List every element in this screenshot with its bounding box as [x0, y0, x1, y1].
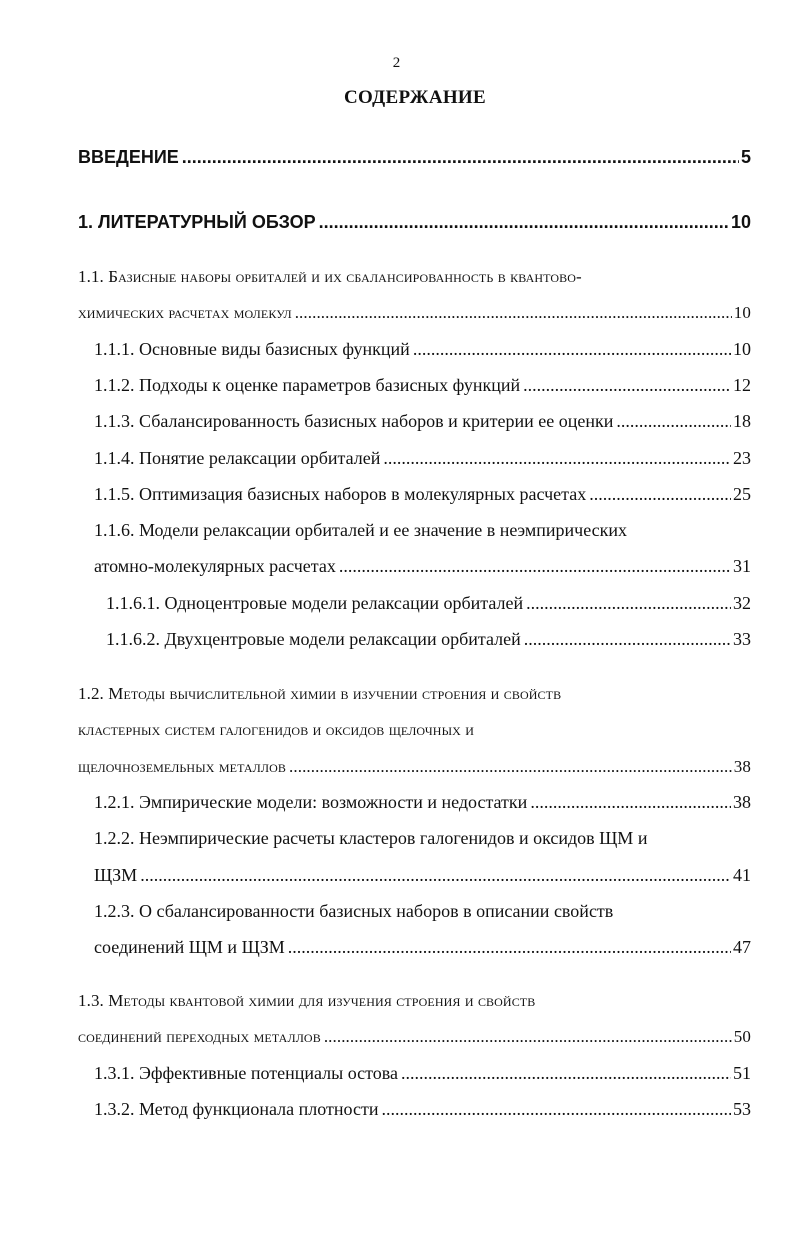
toc-entry-page: 10 — [730, 212, 751, 232]
toc-entry-page: 47 — [733, 937, 751, 957]
toc-entry-1-2-line-1[interactable]: 1.2. Методы вычислительной химии в изучении строения и свойств — [78, 684, 562, 703]
toc-entry-label: соединений ЩМ и ЩЗМ — [94, 937, 285, 957]
leader-dots — [339, 556, 731, 577]
leader-dots — [182, 147, 739, 168]
toc-entry-1-1-line-1[interactable]: 1.1. Базисные наборы орбиталей и их сбалансированность в квантово- — [78, 267, 582, 286]
leader-dots — [413, 339, 731, 360]
leader-dots — [295, 303, 732, 323]
toc-entry-1-1-4[interactable] — [94, 448, 751, 469]
toc-entry-page: 31 — [733, 556, 751, 576]
toc-entry-1-1-6[interactable] — [94, 556, 751, 577]
toc-entry-page: 38 — [733, 792, 751, 812]
toc-entry-label: 1.1.2. Подходы к оценке параметров базисных функций — [94, 375, 521, 395]
toc-entry-label: 1.3.1. Эффективные потенциалы остова — [94, 1063, 399, 1083]
toc-entry-1-3-2[interactable] — [94, 1099, 751, 1120]
leader-dots — [383, 448, 731, 469]
toc-entry-label: ЩЗМ — [94, 865, 138, 885]
toc-entry-label: 1. ЛИТЕРАТУРНЫЙ ОБЗОР — [78, 212, 316, 232]
page-number: 2 — [392, 55, 401, 71]
toc-entry-1-3[interactable] — [78, 1027, 751, 1047]
leader-dots — [140, 865, 731, 886]
toc-entry-1-1-6-line-1[interactable]: 1.1.6. Модели релаксации орбиталей и ее значение в неэмпирических — [94, 520, 628, 540]
toc-entry-chapter-1[interactable] — [78, 212, 751, 233]
toc-entry-1-1-1[interactable] — [94, 339, 751, 360]
toc-entry-label: 1.1.5. Оптимизация базисных наборов в молекулярных расчетах — [94, 484, 587, 504]
toc-entry-intro[interactable] — [78, 147, 751, 168]
toc-entry-1-3-1[interactable] — [94, 1063, 751, 1084]
toc-entry-page: 50 — [733, 1027, 751, 1046]
toc-entry-label: 1.1.6.2. Двухцентровые модели релаксации орбиталей — [106, 629, 521, 649]
toc-entry-label: щелочноземельных металлов — [78, 757, 287, 776]
leader-dots — [530, 792, 731, 813]
toc-entry-page: 5 — [740, 147, 751, 167]
leader-dots — [589, 484, 731, 505]
toc-entry-label: атомно-молекулярных расчетах — [94, 556, 336, 576]
toc-entry-1-1-6-1[interactable] — [106, 593, 751, 614]
leader-dots — [289, 757, 732, 777]
page-title: СОДЕРЖАНИЕ — [344, 87, 486, 108]
leader-dots — [324, 1027, 732, 1047]
toc-entry-page: 12 — [733, 375, 751, 395]
toc-entry-1-1-2[interactable] — [94, 375, 751, 396]
toc-entry-1-1-3[interactable] — [94, 411, 751, 432]
toc-entry-page: 32 — [733, 593, 751, 613]
leader-dots — [616, 411, 731, 432]
toc-entry-1-2-1[interactable] — [94, 792, 751, 813]
leader-dots — [523, 375, 731, 396]
toc-entry-1-2-3-line-1[interactable]: 1.2.3. О сбалансированности базисных наборов в описании свойств — [94, 901, 614, 921]
toc-entry-label: 1.1.1. Основные виды базисных функций — [94, 339, 410, 359]
toc-entry-page: 53 — [733, 1099, 751, 1119]
toc-entry-1-1-5[interactable] — [94, 484, 751, 505]
leader-dots — [319, 212, 729, 233]
leader-dots — [526, 593, 731, 614]
toc-entry-1-2[interactable] — [78, 757, 751, 777]
toc-entry-label: 1.3.2. Метод функционала плотности — [94, 1099, 379, 1119]
toc-entry-page: 23 — [733, 448, 751, 468]
leader-dots — [381, 1099, 731, 1120]
toc-entry-1-2-2-line-1[interactable]: 1.2.2. Неэмпирические расчеты кластеров галогенидов и оксидов ЩМ и — [94, 828, 648, 848]
toc-entry-page: 38 — [733, 757, 751, 776]
toc-entry-label: 1.2.1. Эмпирические модели: возможности и недостатки — [94, 792, 528, 812]
toc-entry-1-3-line-1[interactable]: 1.3. Методы квантовой химии для изучения строения и свойств — [78, 991, 536, 1010]
toc-entry-1-2-line-2[interactable]: кластерных систем галогенидов и оксидов щелочных и — [78, 720, 475, 739]
toc-entry-1-2-3[interactable] — [94, 937, 751, 958]
toc-entry-1-1-6-2[interactable] — [106, 629, 751, 650]
toc-entry-label: 1.1.3. Сбалансированность базисных наборов и критерии ее оценки — [94, 411, 614, 431]
leader-dots — [524, 629, 731, 650]
toc-entry-page: 41 — [733, 865, 751, 885]
toc-entry-label: химических расчетах молекул — [78, 303, 292, 322]
toc-entry-page: 25 — [733, 484, 751, 504]
toc-entry-page: 51 — [733, 1063, 751, 1083]
toc-entry-label: ВВЕДЕНИЕ — [78, 147, 179, 167]
toc-entry-page: 10 — [733, 339, 751, 359]
toc-entry-label: 1.1.4. Понятие релаксации орбиталей — [94, 448, 381, 468]
toc-entry-page: 33 — [733, 629, 751, 649]
toc-entry-label: 1.1.6.1. Одноцентровые модели релаксации орбиталей — [106, 593, 524, 613]
toc-entry-label: соединений переходных металлов — [78, 1027, 321, 1046]
leader-dots — [288, 937, 731, 958]
toc-entry-page: 10 — [733, 303, 751, 322]
toc-entry-1-1[interactable] — [78, 303, 751, 323]
leader-dots — [401, 1063, 731, 1084]
toc-entry-1-2-2[interactable] — [94, 865, 751, 886]
toc-entry-page: 18 — [733, 411, 751, 431]
